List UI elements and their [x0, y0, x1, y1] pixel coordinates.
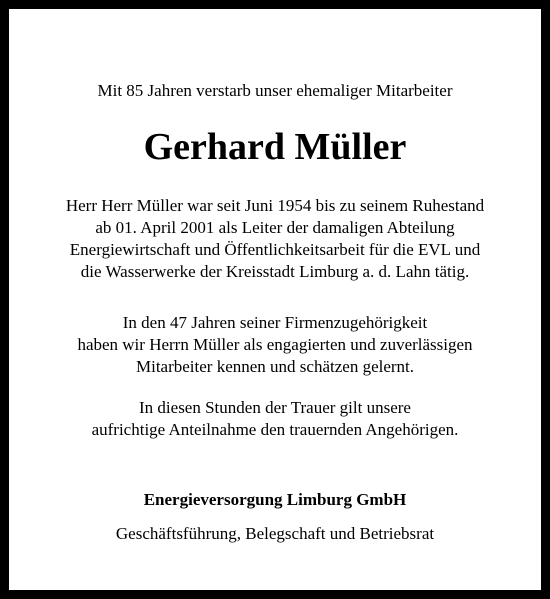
obituary-notice-content [18, 18, 532, 581]
paragraph-condolence [18, 397, 532, 441]
paragraph-line: In diesen Stunden der Trauer gilt unsere [139, 398, 411, 417]
intro-text: Mit 85 Jahren verstarb unser ehemaliger Mitarbeiter [97, 81, 453, 100]
paragraph-line: ab 01. April 2001 als Leiter der damaligen Abteilung [95, 218, 455, 237]
paragraph-line: Mitarbeiter kennen und schätzen gelernt. [135, 357, 415, 376]
company-name: Energieversorgung Limburg GmbH [143, 490, 407, 509]
paragraph-line: In den 47 Jahren seiner Firmenzugehörigkeit [122, 313, 428, 332]
paragraph-line: Energiewirtschaft und Öffentlichkeitsarbeit für die EVL und [69, 240, 481, 259]
paragraph-line: aufrichtige Anteilnahme den trauernden Angehörigen. [91, 420, 459, 439]
paragraph-line: Herr Herr Müller war seit Juni 1954 bis zu seinem Ruhestand [65, 196, 485, 215]
paragraph-appreciation [18, 312, 532, 378]
signatories: Geschäftsführung, Belegschaft und Betriebsrat [115, 524, 435, 543]
paragraph-line: die Wasserwerke der Kreisstadt Limburg a. d. Lahn tätig. [80, 262, 470, 281]
paragraph-line: haben wir Herrn Müller als engagierten und zuverlässigen [77, 335, 473, 354]
paragraph-career [18, 195, 532, 283]
deceased-name: Gerhard Müller [143, 126, 407, 168]
